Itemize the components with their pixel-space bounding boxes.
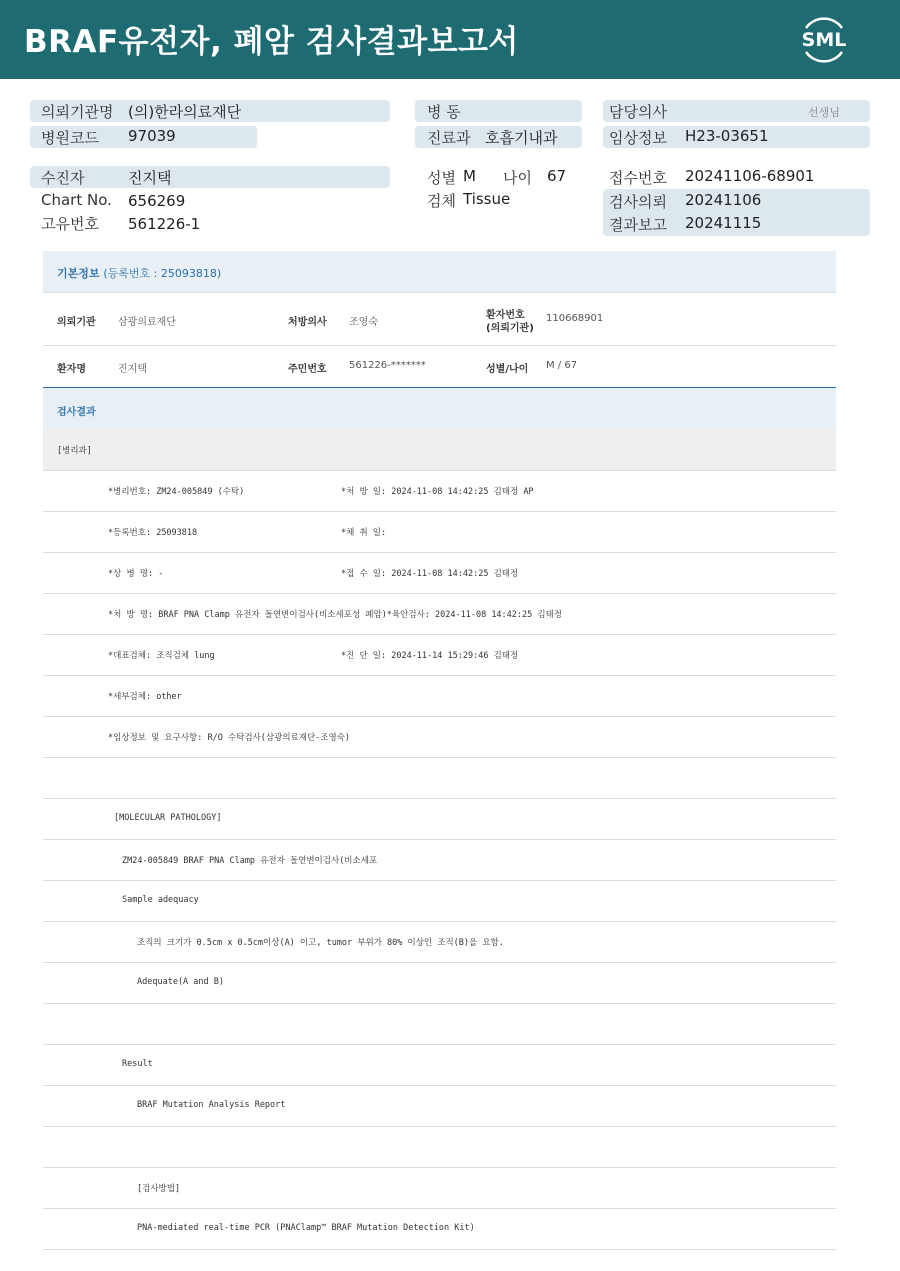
doctor-label: 담당의사 [609, 103, 667, 121]
sml-logo-icon [796, 12, 852, 66]
result-line: Result [122, 1059, 153, 1069]
receipt-label: 접수번호 [609, 169, 667, 187]
result-row-divider [43, 880, 836, 881]
result-row-divider [43, 962, 836, 963]
result-row-divider [43, 716, 836, 717]
specimen-label: 검체 [427, 192, 456, 210]
result-row-divider [43, 1085, 836, 1086]
department-label: 진료과 [427, 129, 471, 147]
pno-label-2: (의뢰기관) [486, 323, 534, 334]
result-line: *채 취 일: [341, 528, 387, 538]
chart-value: 656269 [128, 192, 186, 210]
id-label: 고유번호 [41, 215, 99, 233]
result-row-divider [43, 798, 836, 799]
result-row-divider [43, 634, 836, 635]
request-label: 검사의뢰 [609, 193, 667, 211]
pno-value: 110668901 [546, 313, 604, 324]
presc-value: 조영숙 [349, 317, 378, 328]
registration-number: (등록번호 : 25093818) [103, 267, 222, 280]
dept-row [43, 429, 836, 470]
report-label: 결과보고 [609, 216, 667, 234]
result-line: *접 수 일: 2024-11-08 14:42:25 김태정 [341, 569, 519, 579]
patient-label: 수진자 [41, 169, 85, 187]
clinical-label: 임상정보 [609, 129, 667, 147]
result-line: 조직의 크기가 0.5cm x 0.5cm이상(A) 이고, tumor 부위가 80% 이상인 조직(B)을 요함. [137, 938, 504, 948]
result-row-divider [43, 1044, 836, 1045]
ward-label: 병 동 [427, 103, 461, 121]
institution-label: 의뢰기관명 [41, 103, 114, 121]
result-line: *처 방 명: BRAF PNA Clamp 유전자 돌연변이검사(비소세포성 폐암)*육안검사: 2024-11-08 14:42:25 김태정 [108, 610, 563, 620]
result-line: Sample adequacy [122, 895, 199, 905]
divider [43, 345, 836, 346]
presc-label: 처방의사 [288, 317, 327, 328]
result-row-divider [43, 1126, 836, 1127]
result-row-divider [43, 1249, 836, 1250]
result-line: *진 단 일: 2024-11-14 15:29:46 김태정 [341, 651, 519, 661]
result-row-divider [43, 593, 836, 594]
result-row-divider [43, 1003, 836, 1004]
pname-value: 진지택 [118, 364, 147, 375]
result-line: *대표검체: 조직검체 lung [108, 651, 215, 661]
chart-label: Chart No. [41, 191, 112, 209]
result-row-divider [43, 675, 836, 676]
result-row-divider [43, 1167, 836, 1168]
sex-label: 성별 [427, 169, 456, 187]
result-row-divider [43, 1208, 836, 1209]
result-row-divider [43, 511, 836, 512]
result-line: BRAF Mutation Analysis Report [137, 1100, 286, 1110]
inst-label: 의뢰기관 [57, 317, 96, 328]
result-line: *상 병 명: - [108, 569, 164, 579]
result-row-divider [43, 921, 836, 922]
result-header [43, 387, 836, 429]
basic-info-header [43, 251, 836, 293]
clinical-value: H23-03651 [685, 127, 769, 145]
result-row-divider [43, 552, 836, 553]
result-line: [MOLECULAR PATHOLOGY] [114, 813, 222, 823]
result-line: *처 방 일: 2024-11-08 14:42:25 김태정 AP [341, 487, 534, 497]
pno-label-1: 환자번호 [486, 310, 525, 321]
sexage-value: M / 67 [546, 360, 578, 371]
result-row-divider [43, 839, 836, 840]
result-line: Adequate(A and B) [137, 977, 224, 987]
svg-text:SML: SML [801, 29, 847, 51]
result-row-divider [43, 470, 836, 471]
sexage-label: 성별/나이 [486, 364, 529, 375]
basic-info-title: 기본정보 (등록번호 : 25093818) [57, 267, 222, 280]
institution-value: (의)한라의료재단 [128, 103, 242, 121]
doctor-suffix: 선생님 [808, 106, 840, 119]
result-line: [검사방법] [137, 1184, 181, 1194]
hospital-code-value: 97039 [128, 127, 176, 145]
result-line: *임상정보 및 요구사항: R/O 수탁검사(삼광의료재단-조영숙) [108, 733, 351, 743]
receipt-value: 20241106-68901 [685, 167, 815, 185]
result-line: *등록번호: 25093818 [108, 528, 198, 538]
inst-value: 삼광의료재단 [118, 317, 176, 328]
result-title: 검사결과 [57, 407, 96, 418]
result-line: PNA-mediated real-time PCR (PNAClamp™ BRAF Mutation Detection Kit) [137, 1223, 475, 1233]
result-line: *세부검체: other [108, 692, 182, 702]
age-value: 67 [547, 167, 567, 185]
result-line: ZM24-005849 BRAF PNA Clamp 유전자 돌연변이검사(비소세포 [122, 856, 378, 866]
rrn-label: 주민번호 [288, 364, 327, 375]
report-value: 20241115 [685, 214, 762, 232]
department-value: 호흡기내과 [485, 129, 558, 147]
result-line: *병리번호: ZM24-005849 (수탁) [108, 487, 245, 497]
rrn-value: 561226-******* [349, 360, 426, 371]
age-label: 나이 [503, 169, 532, 187]
report-header [0, 0, 900, 79]
request-value: 20241106 [685, 191, 762, 209]
report-title: BRAF유전자, 폐암 검사결과보고서 [24, 24, 519, 60]
id-value: 561226-1 [128, 215, 201, 233]
patient-value: 진지택 [128, 169, 172, 187]
hospital-code-label: 병원코드 [41, 129, 99, 147]
specimen-value: Tissue [463, 190, 511, 208]
dept-label: [병리과] [57, 446, 92, 456]
sex-value: M [463, 167, 476, 185]
result-row-divider [43, 757, 836, 758]
pname-label: 환자명 [57, 364, 86, 375]
